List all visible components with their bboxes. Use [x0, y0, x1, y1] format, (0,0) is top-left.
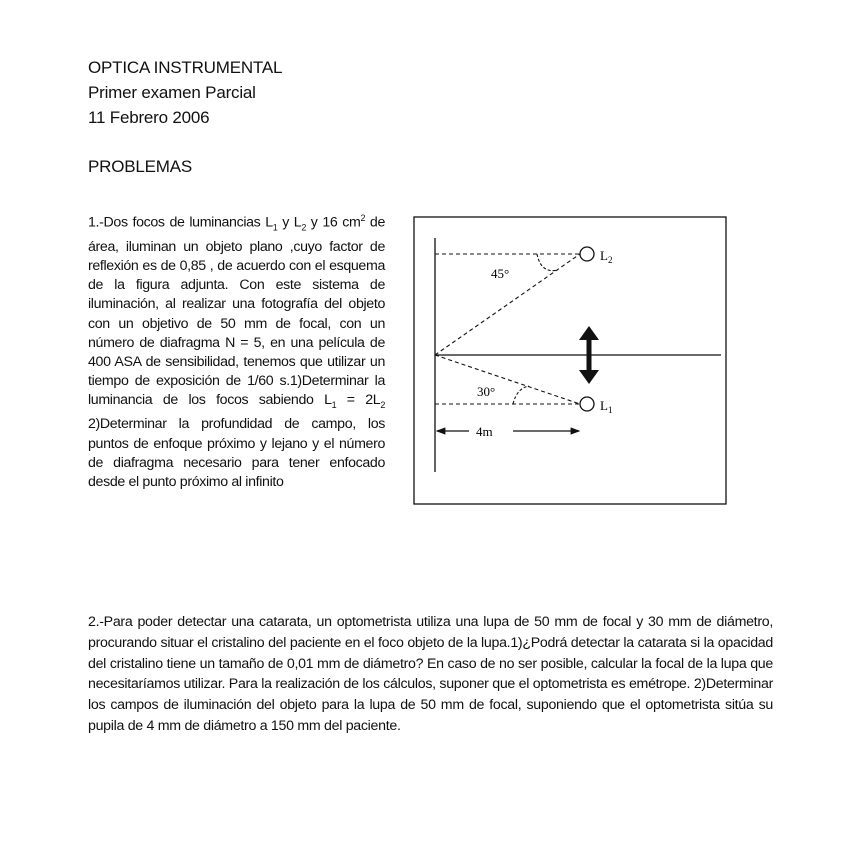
lens-arrow-head-up-icon	[579, 326, 599, 340]
source-l1-circle	[580, 397, 594, 411]
angle-45-arc	[537, 254, 558, 271]
section-heading: PROBLEMAS	[88, 157, 193, 176]
exam-date: 11 Febrero 2006	[88, 108, 210, 127]
figure-frame	[414, 217, 726, 504]
source-l1-dashed-ray	[435, 355, 580, 404]
illumination-diagram	[413, 216, 727, 506]
problem-2-text: 2.-Para poder detectar una catarata, un optometrista utiliza una lupa de 50 mm de focal y 30 mm de diámetro, procurando situar el cristalino del paciente en el foco objeto de la lupa.1)¿Podrá detectar la catarata si la opacidad del cristalino tiene un tamaño de 0,01 mm de diámetro? En caso de no ser posible, calcular la focal de la lupa que necesitaríamos utilizar. Para la realización de los cálculos, suponer que el optometrista es emétrope. 2)Determinar los campos de iluminación del objeto para la lupa de 50 mm de focal, suponiendo que el optometrista sitúa su pupila de 4 mm de diámetro a 150 mm del paciente.	[88, 614, 773, 734]
angle-45-label: 45°	[491, 266, 510, 281]
exam-title: Primer examen Parcial	[88, 83, 256, 102]
distance-label: 4m	[476, 424, 493, 439]
source-l2-label: $L_2$	[600, 248, 613, 265]
lens-arrow-head-down-icon	[579, 370, 599, 384]
angle-30-label: 30°	[477, 384, 496, 399]
source-l2-circle	[580, 247, 594, 261]
course-title: OPTICA INSTRUMENTAL	[88, 58, 283, 77]
source-l1-label: $L_1$	[600, 398, 613, 415]
angle-30-arc	[513, 386, 529, 404]
problem-1-text: 1.-Dos focos de luminancias $L_1$ y $L_2$ y 16 $cm^2$ de área, iluminan un objeto plano ,cuyo factor de reflexión es de 0,85 , de acuerdo con el esquema de la figura adjunta. Con este sistema de iluminación, al realizar una fotografía del objeto con un objetivo de 50 mm de focal, con un número de diafragma N = 5, en una película de 400 ASA de sensibilidad, tenemos que utilizar un tiempo de exposición de 1/60 s.1)Determinar la luminancia de los focos sabiendo $L_1 = 2L_2$ 2)Determinar la profundidad de campo, los puntos de enfoque próximo y lejano y el número de diafragma necesario para tener enfocado desde el punto próximo al infinito	[88, 213, 386, 491]
